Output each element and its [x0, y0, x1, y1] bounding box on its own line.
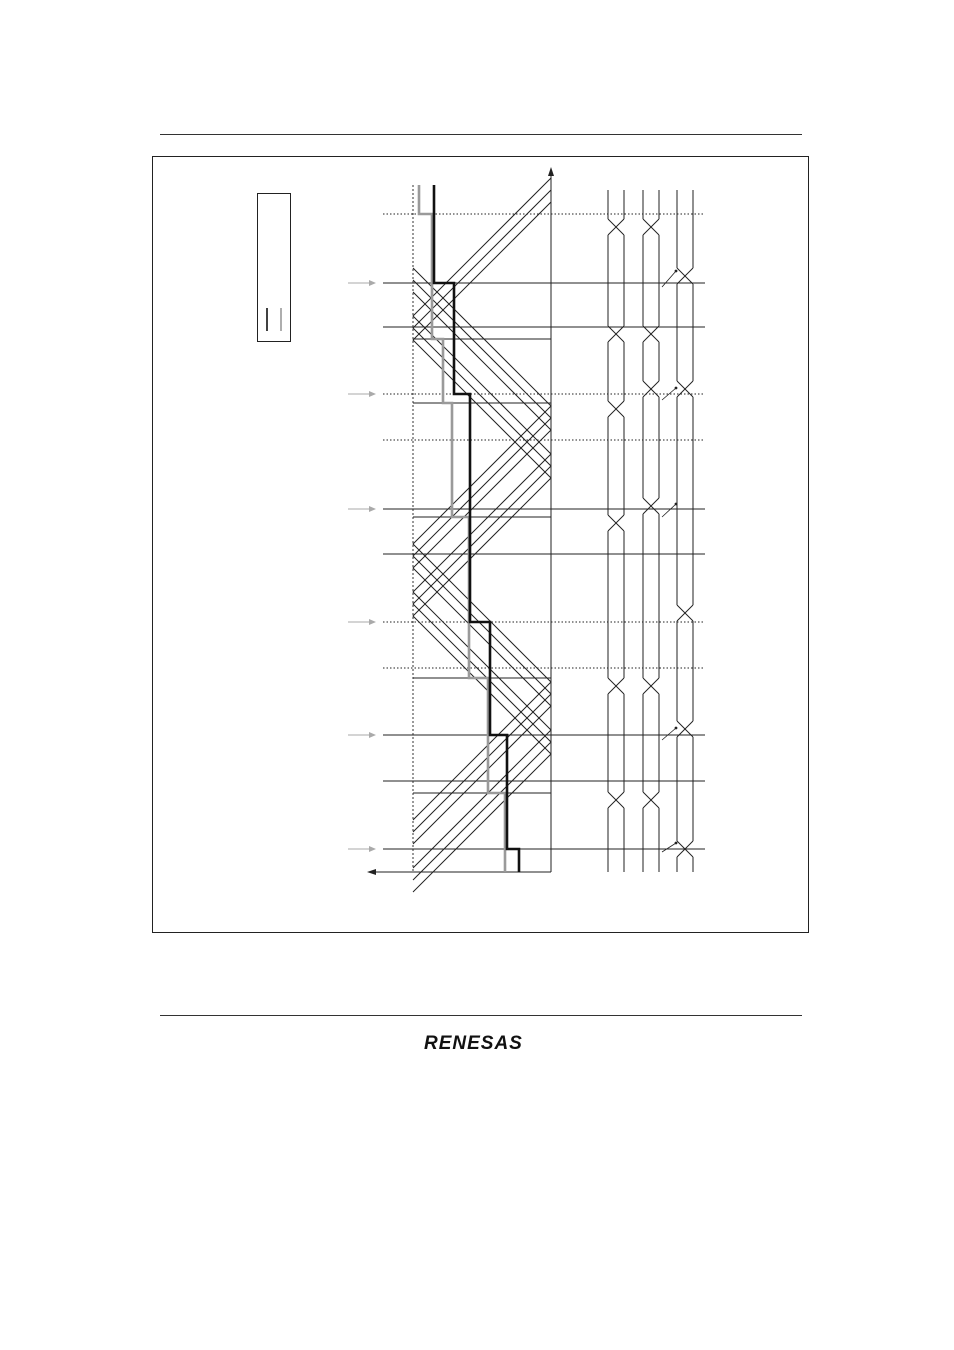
- vertical-axis: [548, 167, 554, 872]
- marker-arrow-head: [369, 391, 376, 397]
- bus-arrow: [662, 504, 676, 517]
- bus-arrow-head: [675, 842, 678, 845]
- zigzag-path: [413, 268, 551, 820]
- left-markers: [348, 280, 376, 852]
- signal-buses: [608, 190, 693, 872]
- svg-text:RENESAS: RENESAS: [424, 1033, 523, 1053]
- zigzag-path: [413, 292, 551, 844]
- bus-2: [643, 190, 659, 872]
- footer-rule: [160, 1015, 802, 1016]
- legend-box: [258, 194, 291, 342]
- bus-3: [677, 190, 693, 872]
- zigzag-path: [413, 280, 551, 832]
- renesas-logo: [422, 1031, 544, 1053]
- marker-arrow-head: [369, 619, 376, 625]
- bus-arrow-head: [675, 727, 678, 730]
- marker-arrow-head: [369, 280, 376, 286]
- marker-arrow-head: [369, 506, 376, 512]
- bottom-axis: [367, 869, 551, 875]
- marker-arrow-head: [369, 732, 376, 738]
- zigzag-lines: [413, 178, 551, 892]
- marker-arrow-head: [369, 846, 376, 852]
- bus-arrow: [662, 843, 676, 852]
- bus-arrow: [662, 271, 676, 287]
- bus-arrow-head: [675, 270, 678, 273]
- bus-arrow-head: [675, 387, 678, 390]
- bus-1: [608, 190, 624, 872]
- bus-arrow-head: [675, 503, 678, 506]
- step-traces: [419, 185, 519, 872]
- secondary-step-trace: [419, 185, 505, 872]
- bus-arrow: [662, 728, 676, 740]
